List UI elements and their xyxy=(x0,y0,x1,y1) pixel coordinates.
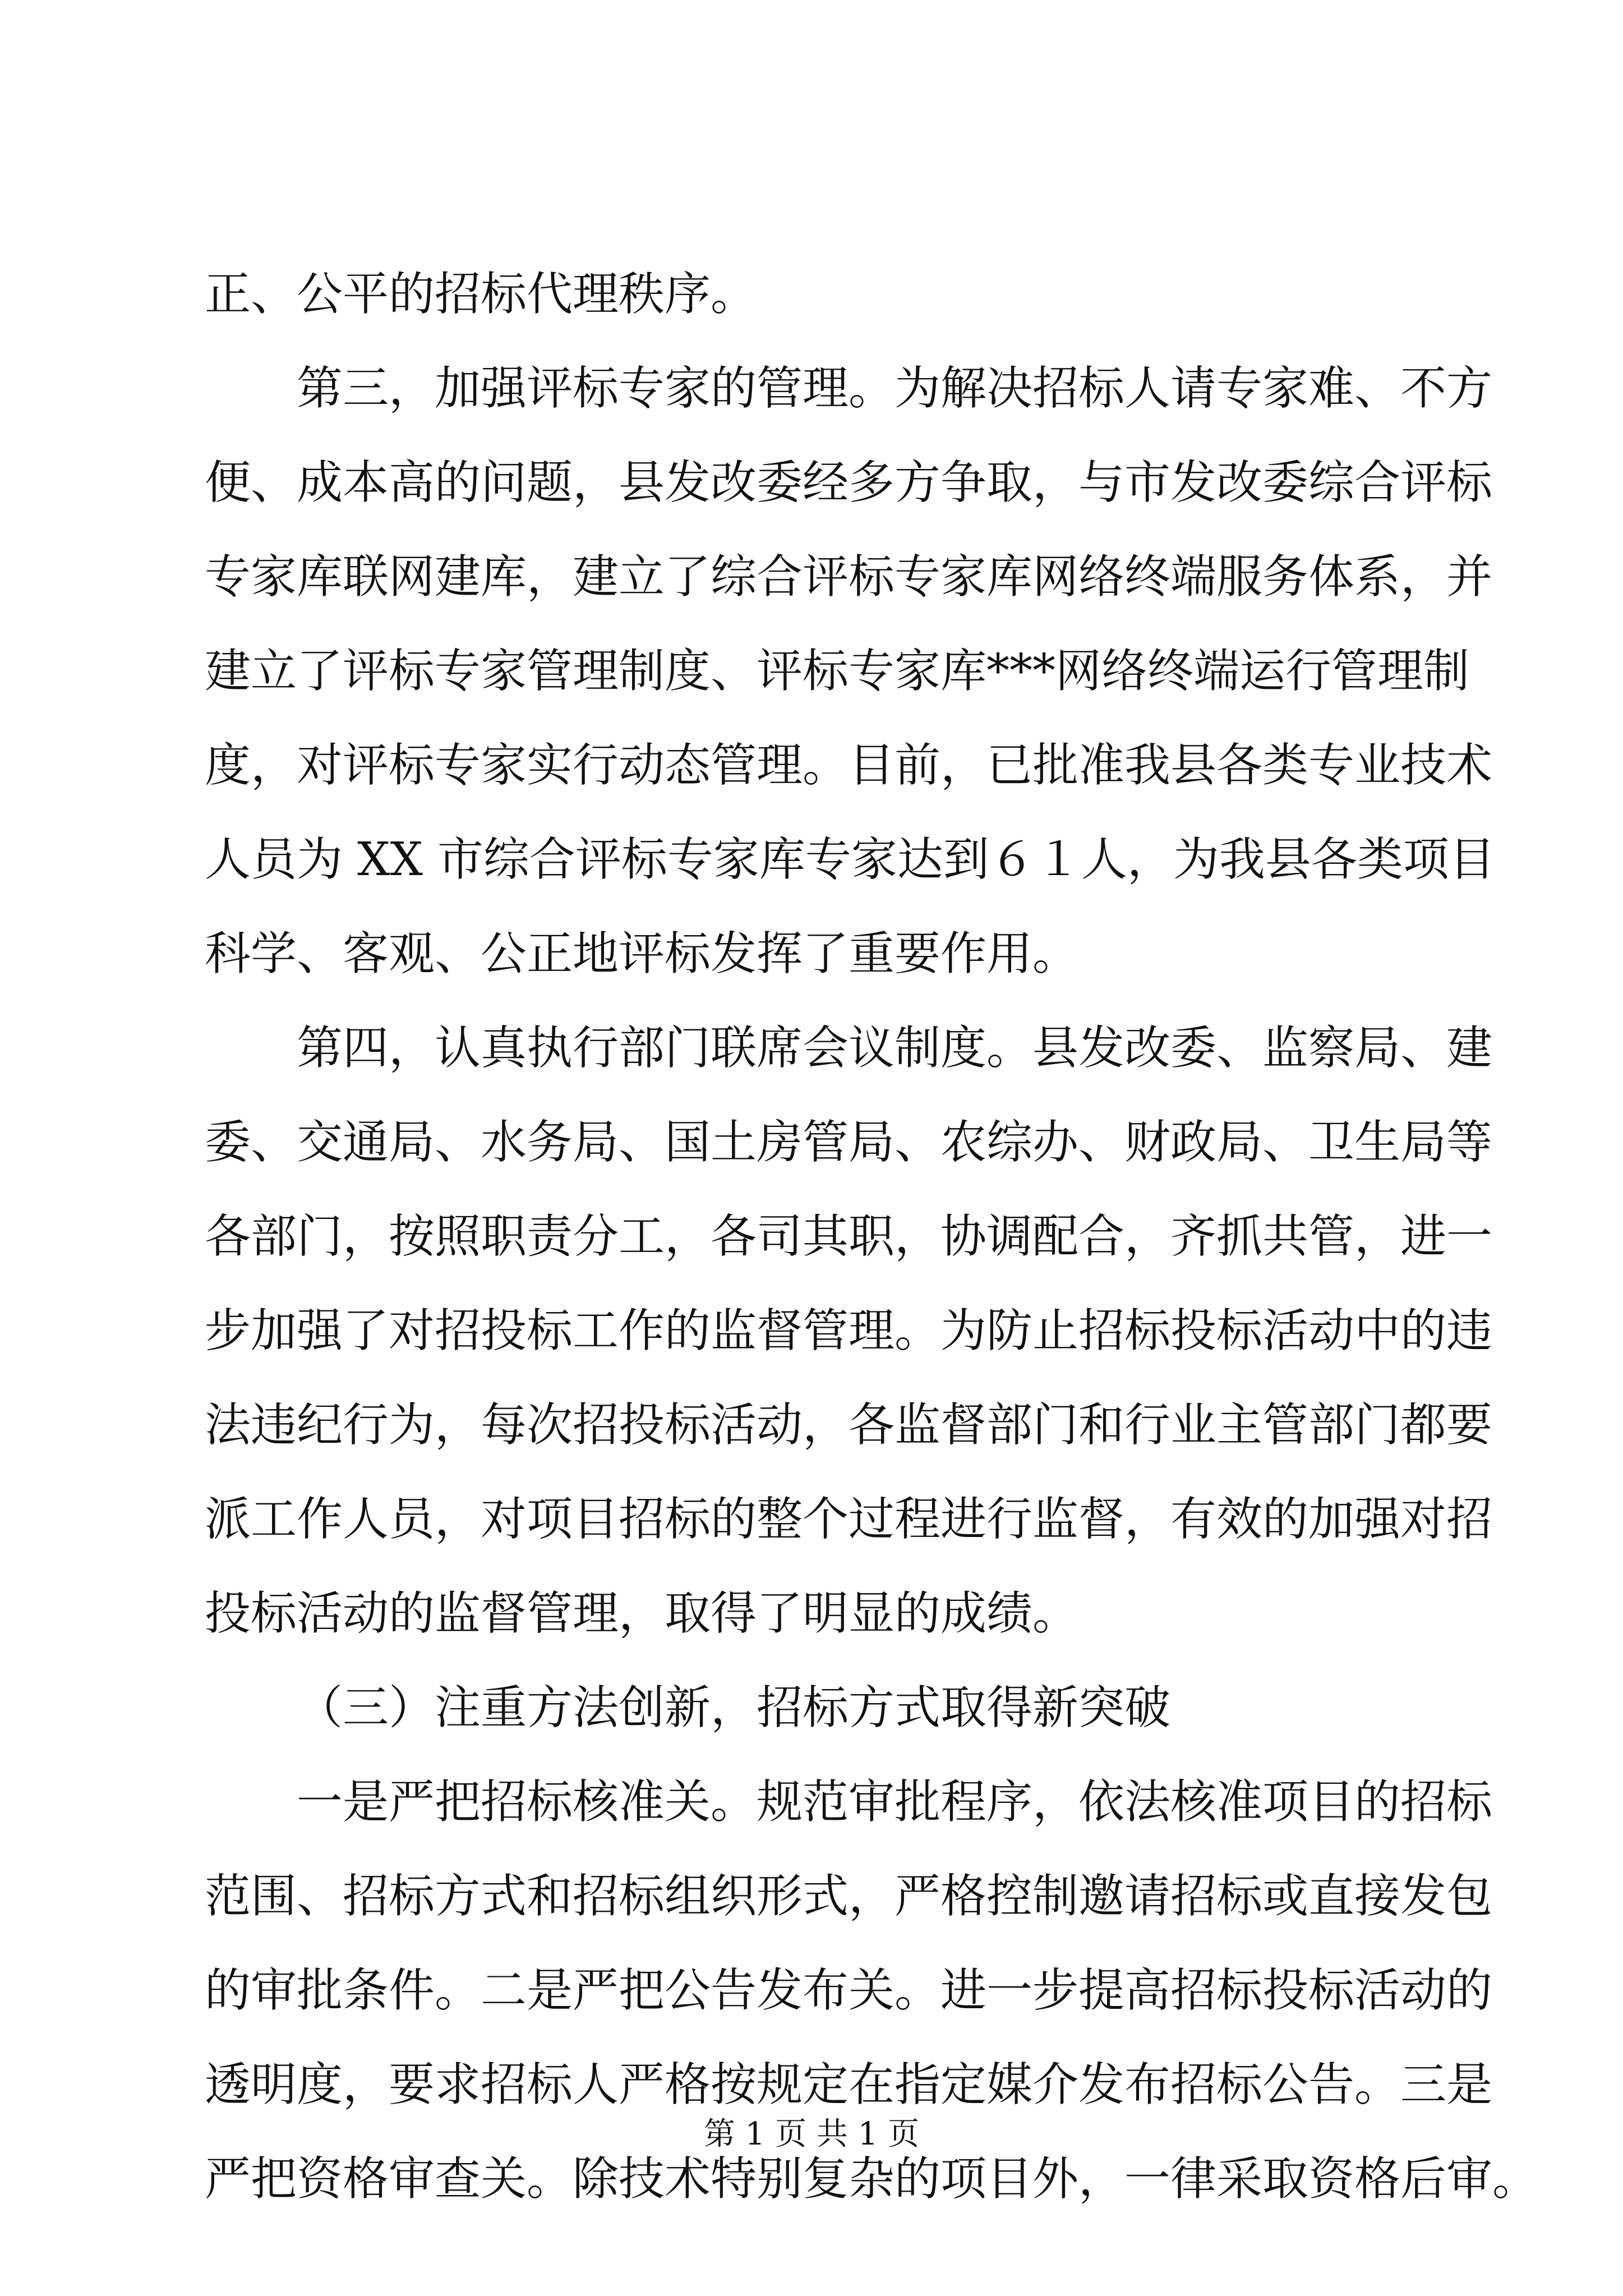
text-line: 一是严把招标核准关。规范审批程序，依法核准项目的招标 xyxy=(297,1775,1493,1829)
text-line: 法违纪行为，每次招投标活动，各监督部门和行业主管部门都要 xyxy=(205,1398,1493,1452)
text-line: 投标活动的监督管理，取得了明显的成绩。 xyxy=(205,1587,1079,1640)
page-footer: 第 1 页 共 1 页 xyxy=(703,2116,920,2152)
text-line: 正、公平的招标代理秩序。 xyxy=(205,268,757,321)
text-line: 第四，认真执行部门联席会议制度。县发改委、监察局、建 xyxy=(297,1022,1493,1075)
text-line: 便、成本高的问题，县发改委经多方争取，与市发改委综合评标 xyxy=(205,456,1493,509)
text-line: 委、交通局、水务局、国土房管局、农综办、财政局、卫生局等 xyxy=(205,1116,1493,1169)
text-line: 派工作人员，对项目招标的整个过程进行监督，有效的加强对招 xyxy=(205,1493,1493,1546)
text-line: 专家库联网建库，建立了综合评标专家库网络终端服务体系，并 xyxy=(205,550,1493,604)
text-line: 建立了评标专家管理制度、评标专家库***网络终端运行管理制 xyxy=(205,645,1470,698)
text-line: 科学、客观、公正地评标发挥了重要作用。 xyxy=(205,927,1079,981)
text-line: 第三，加强评标专家的管理。为解决招标人请专家难、不方 xyxy=(297,362,1493,415)
text-line: 透明度，要求招标人严格按规定在指定媒介发布招标公告。三是 xyxy=(205,2058,1493,2111)
text-line: 的审批条件。二是严把公告发布关。进一步提高招标投标活动的 xyxy=(205,1964,1493,2017)
text-line: 人员为 XX 市综合评标专家库专家达到６１人，为我县各类项目 xyxy=(205,833,1495,886)
text-line: 范围、招标方式和招标组织形式，严格控制邀请招标或直接发包 xyxy=(205,1870,1493,1923)
text-line: 严把资格审查关。除技术特别复杂的项目外，一律采取资格后审。 xyxy=(205,2152,1539,2206)
text-line: 各部门，按照职责分工，各司其职，协调配合，齐抓共管，进一 xyxy=(205,1210,1493,1263)
text-line: 步加强了对招投标工作的监督管理。为防止招标投标活动中的违 xyxy=(205,1304,1493,1358)
text-line: 度，对评标专家实行动态管理。目前，已批准我县各类专业技术 xyxy=(205,739,1493,792)
section-heading: （三）注重方法创新，招标方式取得新突破 xyxy=(297,1681,1171,1734)
